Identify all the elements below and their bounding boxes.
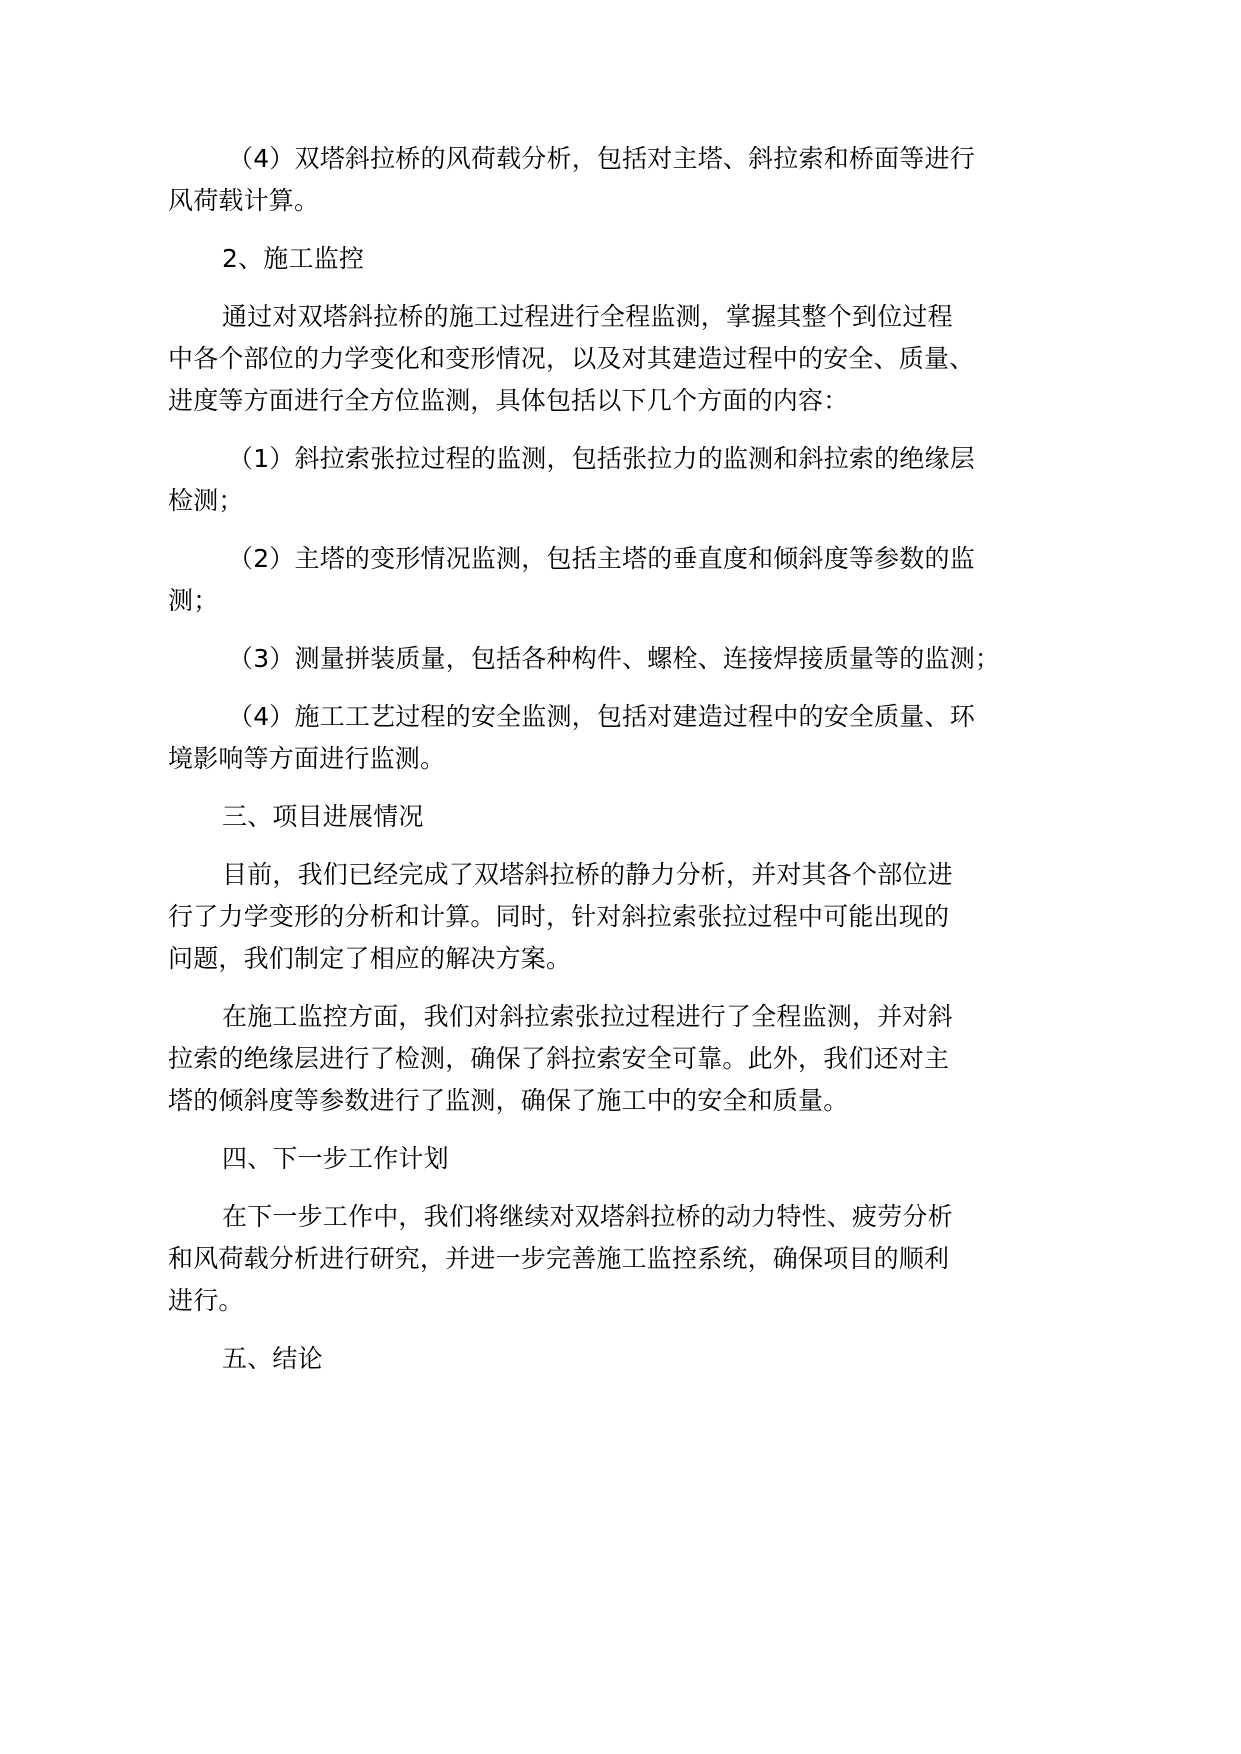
- text-line: 检测；: [168, 486, 244, 515]
- text-line: （4）双塔斜拉桥的风荷载分析，包括对主塔、斜拉索和桥面等进行: [228, 144, 975, 173]
- text-line: （4）施工工艺过程的安全监测，包括对建造过程中的安全质量、环: [228, 702, 975, 731]
- text-line: 行了力学变形的分析和计算。同时，针对斜拉索张拉过程中可能出现的: [168, 902, 950, 931]
- text-line: 塔的倾斜度等参数进行了监测，确保了施工中的安全和质量。: [168, 1086, 849, 1115]
- text-line: 测；: [168, 586, 219, 615]
- section-heading: 五、结论: [222, 1344, 323, 1373]
- text-line: 进行。: [168, 1286, 244, 1315]
- text-line: 中各个部位的力学变化和变形情况，以及对其建造过程中的安全、质量、: [168, 344, 975, 373]
- text-line: 通过对双塔斜拉桥的施工过程进行全程监测，掌握其整个到位过程: [222, 302, 953, 331]
- text-line: （1）斜拉索张拉过程的监测，包括张拉力的监测和斜拉索的绝缘层: [228, 444, 975, 473]
- text-line: 目前，我们已经完成了双塔斜拉桥的静力分析，并对其各个部位进: [222, 860, 953, 889]
- text-line: （2）主塔的变形情况监测，包括主塔的垂直度和倾斜度等参数的监: [228, 544, 975, 573]
- text-line: 问题，我们制定了相应的解决方案。: [168, 944, 572, 973]
- text-line: 在施工监控方面，我们对斜拉索张拉过程进行了全程监测，并对斜: [222, 1002, 953, 1031]
- text-line: 在下一步工作中，我们将继续对双塔斜拉桥的动力特性、疲劳分析: [222, 1202, 953, 1231]
- text-line: 拉索的绝缘层进行了检测，确保了斜拉索安全可靠。此外，我们还对主: [168, 1044, 950, 1073]
- text-line: 进度等方面进行全方位监测，具体包括以下几个方面的内容：: [168, 386, 849, 415]
- text-line: 风荷载计算。: [168, 186, 320, 215]
- section-heading: 四、下一步工作计划: [222, 1144, 449, 1173]
- text-line: 和风荷载分析进行研究，并进一步完善施工监控系统，确保项目的顺利: [168, 1244, 950, 1273]
- section-heading: 2、施工监控: [222, 244, 365, 273]
- section-heading: 三、项目进展情况: [222, 802, 424, 831]
- text-line: 境影响等方面进行监测。: [168, 744, 446, 773]
- text-line: （3）测量拼装质量，包括各种构件、螺栓、连接焊接质量等的监测；: [228, 644, 1001, 673]
